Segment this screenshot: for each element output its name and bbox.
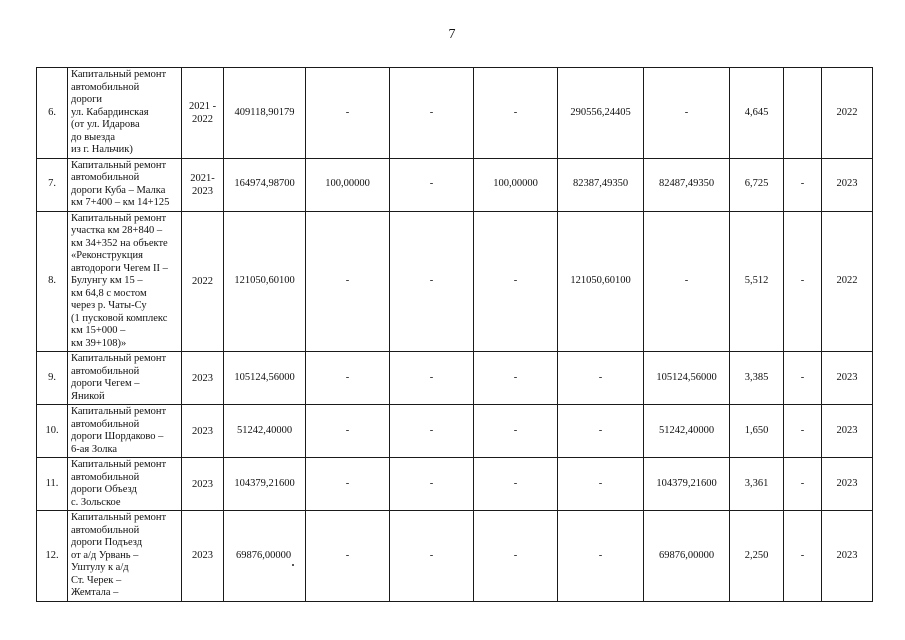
total-cost: 104379,21600 [224, 458, 306, 511]
object-name: Капитальный ремонт автомобильной дороги Чегем – Яникой [68, 352, 182, 405]
length-km: 3,361 [730, 458, 784, 511]
table-row [37, 458, 873, 511]
completion-year: 2023 [822, 511, 873, 602]
road-repair-table [36, 67, 873, 602]
object-name: Капитальный ремонт автомобильной дороги Объезд с. Зольское [68, 458, 182, 511]
implementation-years: 2021- 2023 [182, 158, 224, 211]
length-km: 5,512 [730, 211, 784, 352]
funding-col-5: 104379,21600 [644, 458, 730, 511]
completion-year: 2022 [822, 211, 873, 352]
object-name: Капитальный ремонт участка км 28+840 – км 34+352 на объекте «Реконструкция автодороги Чегем II – Булунгу км 15 – км 64,8 с мостом через р. Чаты-Су (1 пусковой комплекс км 15+000 – км 39+108)» [68, 211, 182, 352]
funding-col-5: - [644, 68, 730, 159]
funding-col-1: 100,00000 [306, 158, 390, 211]
funding-col-4: - [558, 511, 644, 602]
row-number: 10. [37, 405, 68, 458]
funding-col-1: - [306, 352, 390, 405]
completion-year: 2023 [822, 405, 873, 458]
funding-col-2: - [390, 511, 474, 602]
total-cost: 51242,40000 [224, 405, 306, 458]
length-km: 2,250 [730, 511, 784, 602]
table-row [37, 158, 873, 211]
row-number: 9. [37, 352, 68, 405]
funding-col-2: - [390, 68, 474, 159]
funding-col-2: - [390, 352, 474, 405]
funding-col-4: - [558, 458, 644, 511]
funding-col-4: 290556,24405 [558, 68, 644, 159]
funding-col-5: 51242,40000 [644, 405, 730, 458]
extra-col: - [784, 405, 822, 458]
total-cost: 164974,98700 [224, 158, 306, 211]
implementation-years: 2023 [182, 511, 224, 602]
funding-col-3: - [474, 211, 558, 352]
implementation-years: 2023 [182, 458, 224, 511]
object-name: Капитальный ремонт автомобильной дороги ул. Кабардинская (от ул. Идарова до выезда из г. Нальчик) [68, 68, 182, 159]
scan-dot [292, 564, 294, 566]
funding-col-1: - [306, 458, 390, 511]
funding-col-1: - [306, 211, 390, 352]
funding-col-2: - [390, 458, 474, 511]
funding-col-5: 82487,49350 [644, 158, 730, 211]
funding-col-3: - [474, 352, 558, 405]
object-name: Капитальный ремонт автомобильной дороги Подъезд от а/д Урвань – Уштулу к а/д Ст. Черек – Жемтала – [68, 511, 182, 602]
funding-col-3: 100,00000 [474, 158, 558, 211]
funding-col-2: - [390, 211, 474, 352]
page-number: 7 [448, 27, 456, 42]
table-row [37, 405, 873, 458]
funding-col-3: - [474, 511, 558, 602]
extra-col: - [784, 211, 822, 352]
funding-col-4: 121050,60100 [558, 211, 644, 352]
extra-col: - [784, 458, 822, 511]
funding-col-1: - [306, 68, 390, 159]
row-number: 12. [37, 511, 68, 602]
completion-year: 2023 [822, 352, 873, 405]
funding-col-1: - [306, 405, 390, 458]
row-number: 7. [37, 158, 68, 211]
row-number: 8. [37, 211, 68, 352]
implementation-years: 2022 [182, 211, 224, 352]
total-cost: 69876,00000 [235, 549, 292, 561]
length-km: 6,725 [730, 158, 784, 211]
row-number: 11. [37, 458, 68, 511]
extra-col: - [784, 352, 822, 405]
object-name: Капитальный ремонт автомобильной дороги Куба – Малка км 7+400 – км 14+125 [68, 158, 182, 211]
funding-col-4: 82387,49350 [558, 158, 644, 211]
funding-col-3: - [474, 68, 558, 159]
length-km: 1,650 [730, 405, 784, 458]
implementation-years: 2023 [182, 405, 224, 458]
table-row [37, 68, 873, 159]
funding-col-5: 69876,00000 [644, 511, 730, 602]
length-km: 3,385 [730, 352, 784, 405]
table-row [37, 511, 873, 602]
extra-col: - [784, 158, 822, 211]
completion-year: 2023 [822, 158, 873, 211]
funding-col-1: - [306, 511, 390, 602]
funding-col-3: - [474, 405, 558, 458]
extra-col [784, 68, 822, 159]
implementation-years: 2023 [182, 352, 224, 405]
total-cost: 409118,90179 [224, 68, 306, 159]
implementation-years: 2021 - 2022 [182, 68, 224, 159]
funding-col-3: - [474, 458, 558, 511]
funding-col-4: - [558, 405, 644, 458]
funding-col-5: 105124,56000 [644, 352, 730, 405]
total-cost: 121050,60100 [224, 211, 306, 352]
completion-year: 2023 [822, 458, 873, 511]
total-cost: 105124,56000 [224, 352, 306, 405]
funding-col-2: - [390, 158, 474, 211]
funding-col-5: - [644, 211, 730, 352]
table-row [37, 352, 873, 405]
total-cost-cell [224, 511, 306, 602]
extra-col: - [784, 511, 822, 602]
length-km: 4,645 [730, 68, 784, 159]
table-row [37, 211, 873, 352]
funding-col-4: - [558, 352, 644, 405]
object-name: Капитальный ремонт автомобильной дороги Шордаково – 6-ая Золка [68, 405, 182, 458]
completion-year: 2022 [822, 68, 873, 159]
row-number: 6. [37, 68, 68, 159]
funding-col-2: - [390, 405, 474, 458]
